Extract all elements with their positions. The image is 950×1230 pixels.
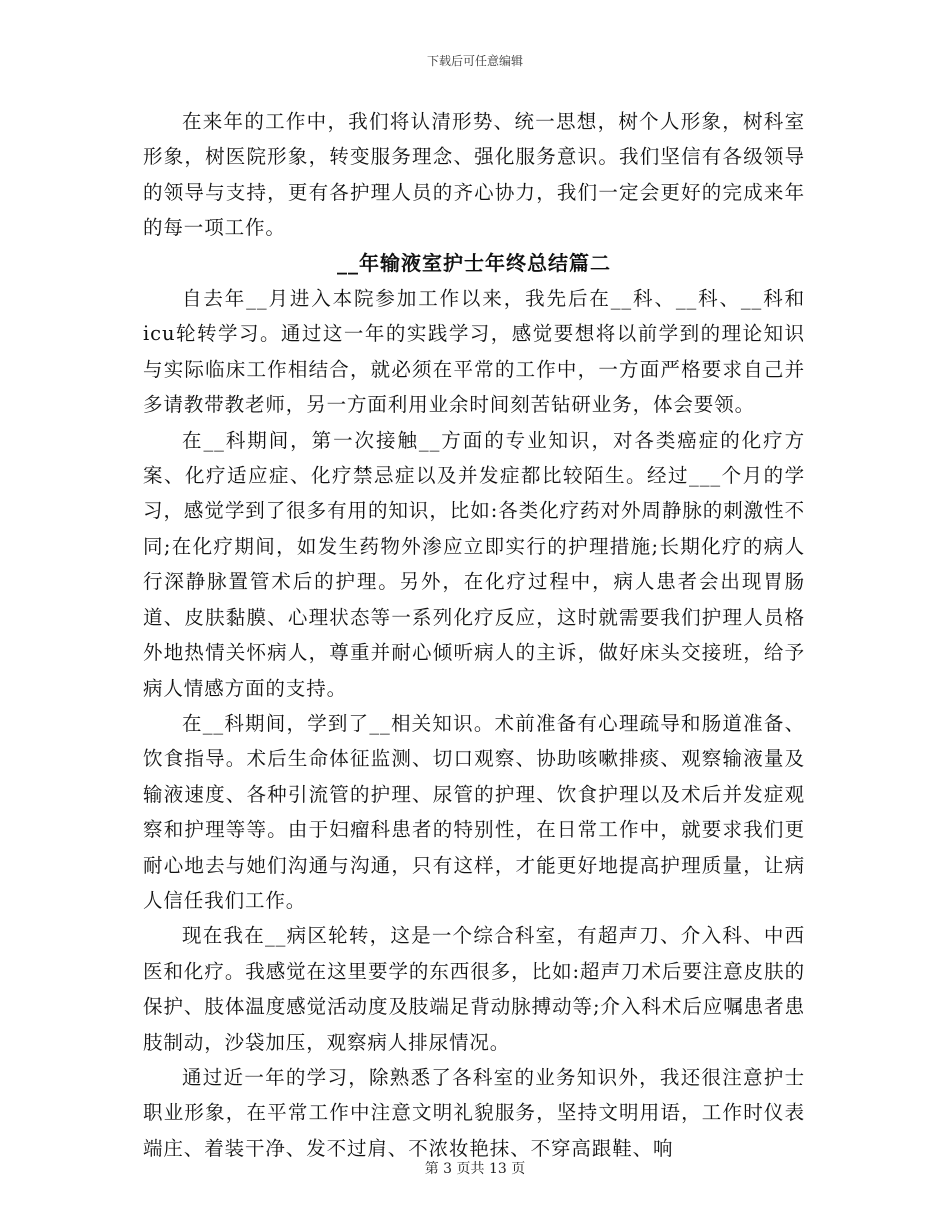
paragraph-gynecology-rotation: 在__科期间，学到了__相关知识。术前准备有心理疏导和肠道准备、饮食指导。术后生命体征监测、切口观察、协助咳嗽排痰、观察输液量及输液速度、各种引流管的护理、尿管的护理、饮食护理以及术后并发症观察和护理等等。由于妇瘤科患者的特别性，在日常工作中，就要求我们更耐心地去与她们沟通与沟通，只有这样，才能更好地提高护理质量，让病人信任我们工作。 [143, 711, 805, 912]
paragraph-closing-previous: 在来年的工作中，我们将认清形势、统一思想，树个人形象，树科室形象，树医院形象，转变服务理念、强化服务意识。我们坚信有各级领导的领导与支持，更有各护理人员的齐心协力，我们一定会更好的完成来年的每一项工作。 [143, 110, 805, 240]
page-number: 第 3 页共 13 页 [424, 1161, 526, 1177]
paragraph-professional-image: 通过近一年的学习，除熟悉了各科室的业务知识外，我还很注意护士职业形象，在平常工作中注意文明礼貌服务，坚持文明用语，工作时仪表端庄、着装干净、发不过肩、不浓妆艳抹、不穿高跟鞋、响 [143, 1065, 805, 1160]
paragraph-intro: 自去年__月进入本院参加工作以来，我先后在__科、__科、__科和icu轮转学习。通过这一年的实践学习，感觉要想将以前学到的理论知识与实际临床工作相结合，就必须在平常的工作中，一方面严格要求自己并多请教带教老师，另一方面利用业余时间刻苦钻研业务，体会要领。 [143, 287, 805, 417]
paragraph-oncology-rotation: 在__科期间，第一次接触__方面的专业知识，对各类癌症的化疗方案、化疗适应症、化疗禁忌症以及并发症都比较陌生。经过___个月的学习，感觉学到了很多有用的知识，比如:各类化疗药对外周静脉的刺激性不同;在化疗期间，如发生药物外渗应立即实行的护理措施;长期化疗的病人行深静脉置管术后的护理。另外，在化疗过程中，病人患者会出现胃肠道、皮肤黏膜、心理状态等一系列化疗反应，这时就需要我们护理人员格外地热情关怀病人，尊重并耐心倾听病人的主诉，做好床头交接班，给予病人情感方面的支持。 [143, 428, 805, 700]
section-heading: __年输液室护士年终总结篇二 [337, 250, 611, 275]
page-header: 下载后可任意编辑 [426, 54, 523, 68]
paragraph-current-ward: 现在我在__病区轮转，这是一个综合科室，有超声刀、介入科、中西医和化疗。我感觉在这里要学的东西很多，比如:超声刀术后要注意皮肤的保护、肢体温度感觉活动度及肢端足背动脉搏动等;介入科术后应嘱患者患肢制动，沙袋加压，观察病人排尿情况。 [143, 924, 805, 1054]
document-body [143, 104, 805, 1166]
